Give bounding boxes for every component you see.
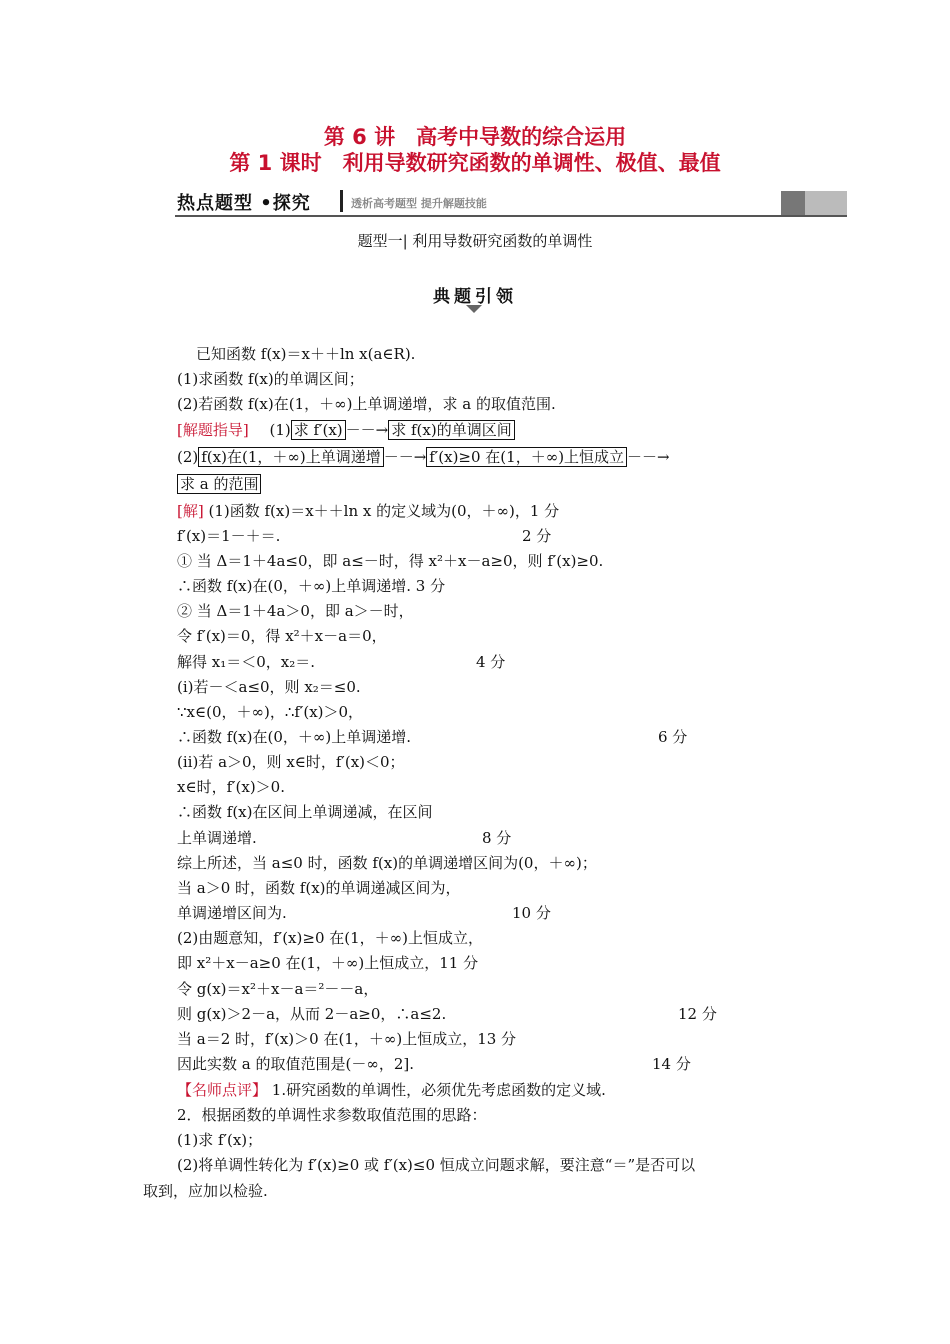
solution-line-11: (ⅱ)若 a＞0，则 x∈时，f′(x)＜0； [177,753,405,771]
lecture-title: 第 6 讲 高考中导数的综合运用 [323,125,627,149]
banner-rule [175,215,847,217]
solution-line-5: ② 当 Δ＝1＋4a＞0，即 a＞－时， [177,602,414,620]
guide-box-increasing: f(x)在(1，＋∞)上单调递增 [198,447,383,467]
banner-decoration-light [805,191,847,215]
solution-line-21: 则 g(x)＞2－a，从而 2－a≥0，∴a≤2. [177,1005,447,1023]
solution-line-16: 当 a＞0 时，函数 f(x)的单调递减区间为， [177,879,461,897]
solution-line-8: (ⅰ)若－＜a≤0，则 x₂＝≤0. [177,678,361,696]
banner-subtitle: 透析高考题型 提升解题技能 [351,197,487,210]
solution-line-15: 综上所述，当 a≤0 时，函数 f(x)的单调递增区间为(0，＋∞)； [177,854,597,872]
solution-line-1 [177,501,559,521]
section-title: 题型一| 利用导数研究函数的单调性 [357,232,593,250]
solution-text-1: (1)函数 f(x)＝x＋＋ln x 的定义域为(0，＋∞)，1 分 [203,502,560,520]
score-2: 2 分 [522,527,552,545]
problem-q1: (1)求函数 f(x)的单调区间； [177,370,364,388]
section-banner [175,189,847,217]
guide-box-intervals: 求 f(x)的单调区间 [388,420,514,440]
comment-label: 【名师点评】 [177,1081,268,1099]
solution-line-19: 即 x²＋x－a≥0 在(1，＋∞)上恒成立，11 分 [177,954,479,972]
solution-line-3: ① 当 Δ＝1＋4a≤0，即 a≤－时，得 x²＋x－a≥0，则 f′(x)≥0. [177,552,604,570]
comment-line-2: 2．根据函数的单调性求参数取值范围的思路： [177,1106,487,1124]
solution-label: [解] [177,502,204,520]
guide-box-derivative: 求 f′(x) [291,420,346,440]
solution-line-13: ∴函数 f(x)在区间上单调递减，在区间 [177,803,433,821]
solution-line-6: 令 f′(x)＝0，得 x²＋x－a＝0， [177,627,387,645]
guide-arrow: －－→ [627,448,670,466]
solution-line-2: f′(x)＝1－＋＝. [177,527,281,545]
banner-divider [340,190,343,212]
guide-box-condition: f′(x)≥0 在(1，＋∞)上恒成立 [426,447,627,467]
solution-line-20: 令 g(x)＝x²＋x－a＝²－－a， [177,980,379,998]
score-6: 6 分 [658,728,688,746]
guide-arrow: －－→ [345,421,389,439]
comment-line-5: 取到，应加以检验. [143,1182,268,1200]
score-8: 8 分 [482,829,512,847]
solution-line-12: x∈时，f′(x)＞0. [177,778,285,796]
guide-line-2 [177,447,670,467]
solution-line-23: 因此实数 a 的取值范围是(－∞，2]. [177,1055,414,1073]
score-12: 12 分 [678,1005,717,1023]
guide-arrow: －－→ [383,448,427,466]
guide-line-1 [177,420,515,440]
problem-q2: (2)若函数 f(x)在(1，＋∞)上单调递增，求 a 的取值范围. [177,395,556,413]
comment-text-1: 1.研究函数的单调性，必须优先考虑函数的定义域. [267,1081,606,1099]
guide-line-3 [177,474,261,494]
solution-line-18: (2)由题意知，f′(x)≥0 在(1，＋∞)上恒成立， [177,929,483,947]
score-4: 4 分 [476,653,506,671]
problem-stem: 已知函数 f(x)＝x＋＋ln x(a∈R). [196,345,416,363]
example-heading: 典题引领 [433,287,517,307]
solution-line-7: 解得 x₁＝＜0，x₂＝. [177,653,316,671]
solution-line-9: ∵x∈(0，＋∞)，∴f′(x)＞0， [177,703,364,721]
solution-line-10: ∴函数 f(x)在(0，＋∞)上单调递增. [177,728,411,746]
solution-line-22: 当 a＝2 时，f′(x)＞0 在(1，＋∞)上恒成立，13 分 [177,1030,517,1048]
guide-label: [解题指导] [177,421,249,439]
guide-box-range: 求 a 的范围 [177,474,261,494]
solution-line-17: 单调递增区间为. [177,904,287,922]
score-10: 10 分 [512,904,551,922]
solution-line-4: ∴函数 f(x)在(0，＋∞)上单调递增. 3 分 [177,577,446,595]
guide-p2-prefix: (2) [177,448,199,466]
solution-line-14: 上单调递增. [177,829,257,847]
score-14: 14 分 [652,1055,691,1073]
guide-p1-prefix: (1) [269,421,291,439]
comment-line-1 [177,1080,606,1100]
banner-decoration-dark [781,191,805,215]
banner-title: 热点题型 •探究 [177,193,311,214]
lesson-title: 第 1 课时 利用导数研究函数的单调性、极值、最值 [229,151,721,175]
comment-line-3: (1)求 f′(x)； [177,1131,263,1149]
heading-triangle-icon [466,305,482,313]
comment-line-4: (2)将单调性转化为 f′(x)≥0 或 f′(x)≤0 恒成立问题求解，要注意“＝”是否可以 [177,1156,696,1174]
